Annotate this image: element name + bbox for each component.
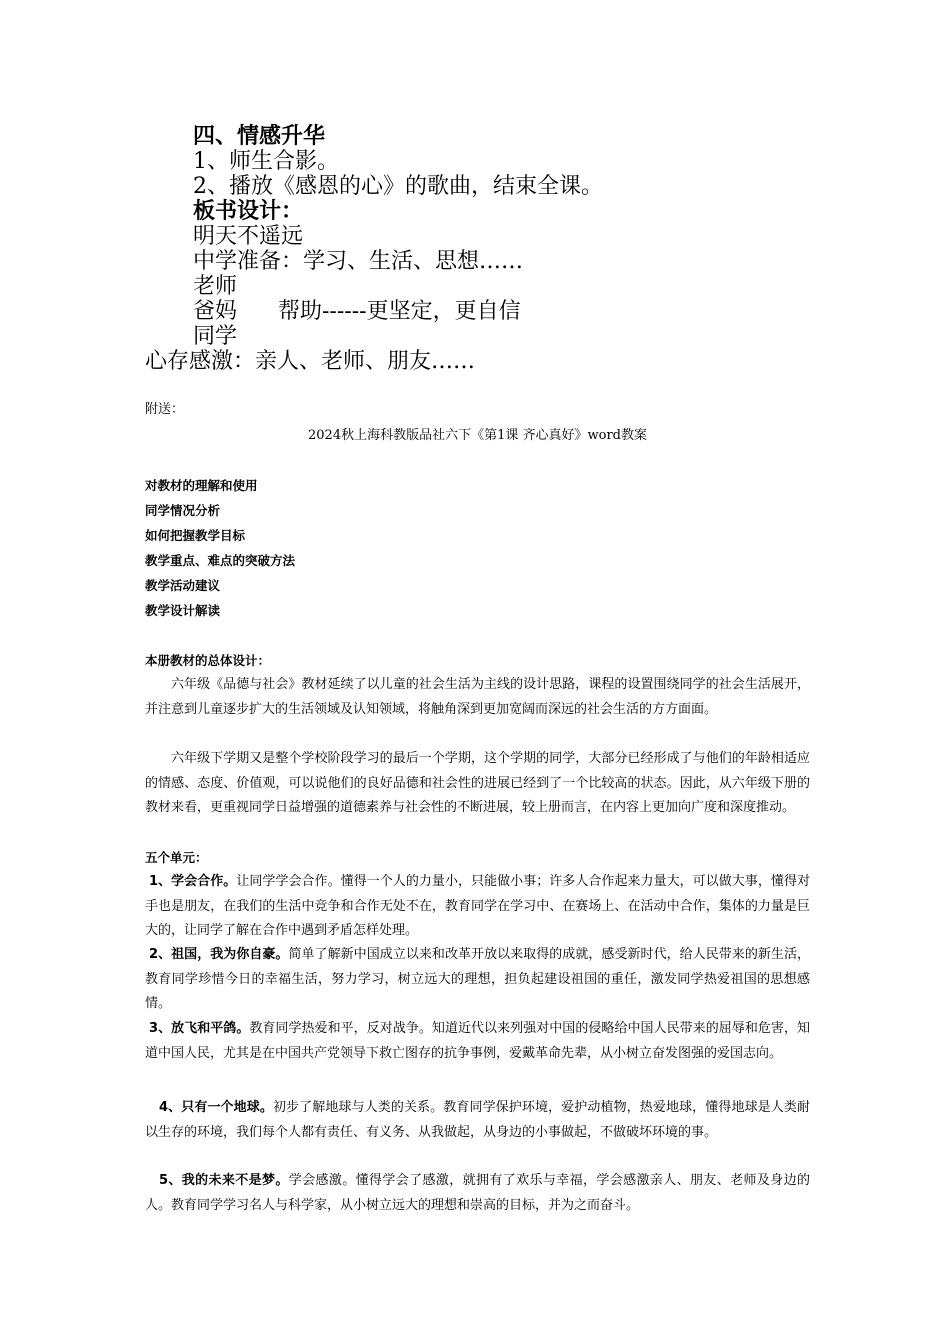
unit-paragraph — [145, 870, 810, 944]
unit-paragraph — [145, 1169, 810, 1218]
overall-design-heading: 本册教材的总体设计： — [145, 653, 271, 668]
unit-text: 初步了解地球与人类的关系。教育同学保护环境，爱护动植物，热爱地球，懂得地球是人类耐以生存的环境，我们每个人都有责任、有义务、从我做起，从身边的小事做起，不做破坏环境的事。 — [145, 1100, 810, 1140]
units-heading: 五个单元： — [145, 850, 208, 865]
document-title: 2024秋上海科教版品社六下《第1课 齐心真好》word教案 — [308, 428, 647, 443]
unit-title: 2、祖国，我为你自豪。 — [149, 947, 289, 962]
unit-title: 4、只有一个地球。 — [159, 1100, 273, 1115]
paragraph: 六年级《品德与社会》教材延续了以儿童的社会生活为主线的设计思路，课程的设置围绕同学的社会生活展开，并注意到儿童逐步扩大的生活领域及认知领域，将触角深到更加宽阔而深远的社会生活的方方面面。 — [145, 677, 810, 717]
unit-title: 1、学会合作。 — [149, 874, 237, 889]
board-line: 帮助------更坚定，更自信 — [278, 299, 521, 324]
unit-text: 教育同学热爱和平，反对战争。知道近代以来列强对中国的侵略给中国人民带来的屈辱和危害，知道中国人民，尤其是在中国共产党领导下救亡图存的抗争事例，爱戴革命先辈，从小树立奋发图强的爱国志向。 — [145, 1021, 810, 1061]
toc-item: 教学活动建议 — [145, 578, 221, 593]
board-line: 爸妈 — [193, 299, 238, 324]
appendix-label: 附送： — [145, 402, 185, 417]
list-item: 2、播放《感恩的心》的歌曲，结束全课。 — [193, 174, 603, 199]
toc-item: 同学情况分析 — [145, 503, 221, 518]
section-heading: 四、情感升华 — [193, 124, 326, 149]
toc-item: 教学重点、难点的突破方法 — [145, 553, 296, 568]
toc-item: 教学设计解读 — [145, 603, 221, 618]
toc-item: 对教材的理解和使用 — [145, 478, 258, 493]
unit-text: 简单了解新中国成立以来和改革开放以来取得的成就，感受新时代，给人民带来的新生活，教育同学珍惜今日的幸福生活，努力学习，树立远大的理想，担负起建设祖国的重任，激发同学热爱祖国的思想感情。 — [145, 947, 810, 1011]
toc-item: 如何把握教学目标 — [145, 528, 246, 543]
unit-title: 3、放飞和平鸽。 — [149, 1021, 250, 1036]
unit-text: 让同学学会合作。懂得一个人的力量小，只能做小事；许多人合作起来力量大，可以做大事，懂得对手也是朋友，在我们的生活中竞争和合作无处不在，教育同学在学习中、在赛场上、在活动中合作，集体的力量是巨大的，让同学了解在合作中遇到矛盾怎样处理。 — [145, 874, 810, 938]
board-line: 中学准备：学习、生活、思想…… — [193, 249, 524, 274]
board-line: 老师 — [193, 274, 238, 299]
paragraph: 六年级下学期又是整个学校阶段学习的最后一个学期，这个学期的同学，大部分已经形成了与他们的年龄相适应的情感、态度、价值观，可以说他们的良好品德和社会性的进展已经到了一个比较高的状态。因此，从六年级下册的教材来看，更重视同学日益增强的道德素养与社会性的不断进展，较上册而言，在内容上更加向广度和深度推动。 — [145, 751, 810, 815]
unit-title: 5、我的未来不是梦。 — [159, 1173, 289, 1188]
board-line: 心存感激：亲人、老师、朋友…… — [145, 349, 476, 374]
unit-paragraph — [145, 943, 810, 1017]
board-line: 同学 — [193, 324, 238, 349]
unit-text: 学会感激。懂得学会了感激，就拥有了欢乐与幸福，学会感激亲人、朋友、老师及身边的人。教育同学学习名人与科学家，从小树立远大的理想和崇高的目标，并为之而奋斗。 — [145, 1173, 810, 1213]
board-line: 明天不遥远 — [193, 224, 304, 249]
list-item: 1、师生合影。 — [193, 149, 339, 174]
unit-paragraph — [145, 1017, 810, 1066]
unit-paragraph — [145, 1096, 810, 1145]
board-design-heading: 板书设计： — [193, 199, 304, 224]
